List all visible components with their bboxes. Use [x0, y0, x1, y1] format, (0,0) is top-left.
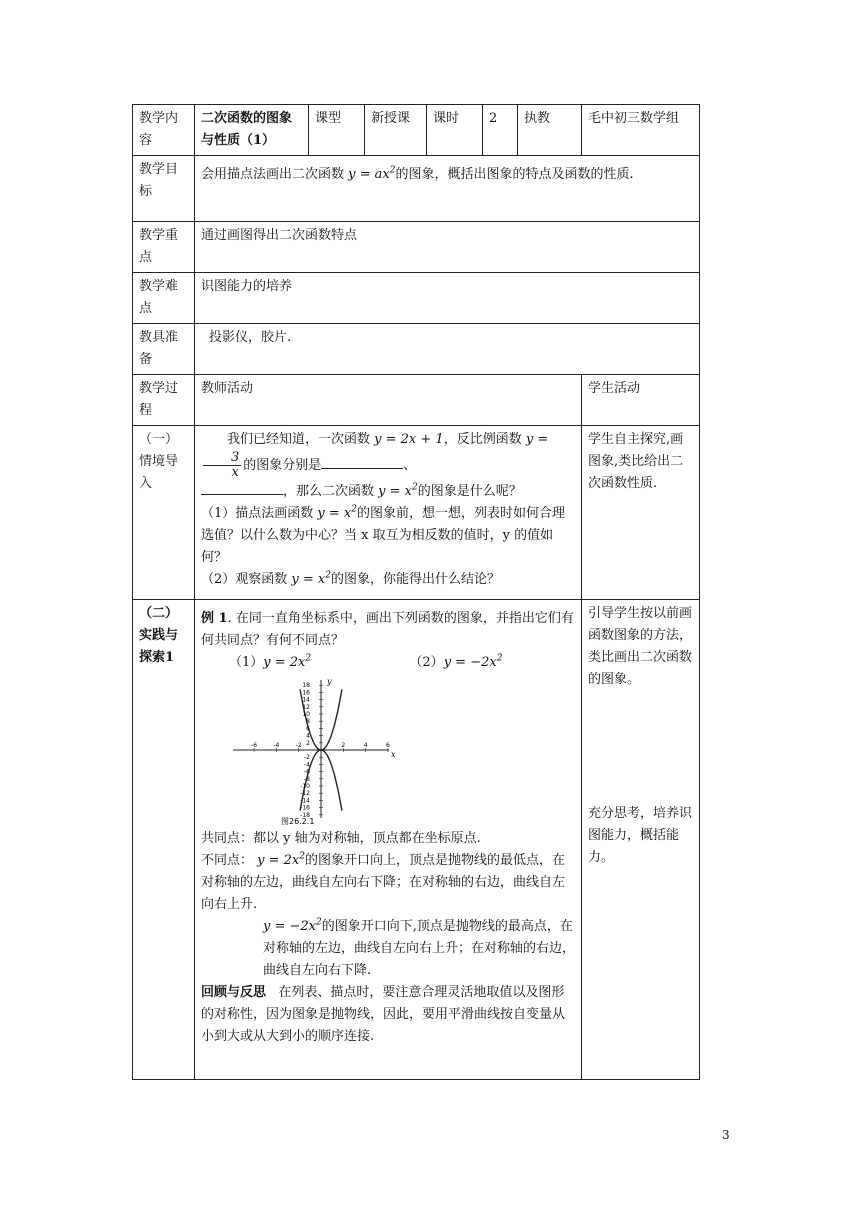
section1-student: 学生自主探究,画图象,类比给出二次函数性质.: [582, 426, 700, 600]
inverse-formula-lhs: y =: [525, 432, 549, 447]
lesson-title: 二次函数的图象与性质（1）: [195, 105, 309, 156]
figure-caption: 图26.2.1: [281, 817, 315, 826]
teacher-activity-heading: 教师活动: [195, 375, 582, 426]
header-label-hours: 课时: [427, 105, 483, 156]
example-1: 例 1. 在同一直角坐标系中，画出下列函数的图象，并指出它们有何共同点？有何不同点？: [201, 611, 574, 648]
y-tick-label: 12: [302, 703, 310, 711]
goal-text: 会用描点法画出二次函数 $y = ax^2$的图象，概括出图象的特点及函数的性质.: [195, 156, 700, 222]
goal-label: 教学目标: [133, 156, 195, 222]
formula-down: $y = -2x^2$: [443, 653, 503, 670]
y-tick-label: 6: [306, 725, 310, 733]
goal-formula: $y = ax^2$: [348, 165, 396, 182]
difficulty-row: [133, 273, 700, 324]
x-tick-label: 6: [386, 742, 390, 749]
tools-row: [133, 324, 700, 375]
y-tick-label: 14: [302, 696, 310, 704]
header-label-content: 教学内容: [133, 105, 195, 156]
section1-content: [195, 426, 582, 600]
section1-intro: 我们已经知道，一次函数 y = 2x + 1，反比例函数 y = $\frac{3}{x}$ 的图象分别是 、 ，那么二次函数 $y = x^2$的图象是什么呢？: [201, 429, 575, 503]
inverse-fraction: $\frac{3}{x}$: [203, 451, 241, 480]
y-axis-label: y: [327, 678, 332, 686]
y-tick-label: -4: [304, 761, 310, 769]
parabola-figure: [201, 674, 575, 828]
formula-up: $y = 2x^2$: [263, 653, 312, 670]
page-number: 3: [722, 1128, 730, 1142]
y-tick-label: -10: [300, 783, 310, 790]
x-tick-label: 4: [363, 742, 368, 749]
section2-student: [582, 600, 700, 1080]
difficulty-text: 识图能力的培养: [195, 273, 700, 324]
difference-2: $y = -2x^2$的图象开口向下,顶点是抛物线的最高点，在对称轴的左边，曲线自左向右上升；在对称轴的右边，曲线自左向右下降.: [263, 917, 576, 978]
answer-blank-1: [321, 454, 403, 469]
header-label-teacher: 执教: [518, 105, 582, 156]
focus-text: 通过画图得出二次函数特点: [195, 222, 700, 273]
y-tick-label: 16: [302, 689, 310, 697]
student-activity-heading: 学生活动: [582, 375, 700, 426]
quad-formula: $y = x^2$: [378, 482, 418, 499]
y-tick-label: 18: [302, 682, 310, 690]
lesson-plan-table: [132, 104, 700, 1080]
y-tick-label: -12: [300, 790, 310, 798]
x-axis-label: x: [391, 750, 396, 759]
section2-student-think: 充分思考，培养识图能力，概括能力。: [588, 806, 693, 865]
question-1: （1）描点法画函数 $y = x^2$的图象前，想一想，列表时如何合理选值？以什么数为中心？当 x 取互为相反数的值时，y 的值如何？: [201, 504, 566, 565]
y-tick-label: -16: [300, 804, 310, 812]
section2-student-guide: 引导学生按以前画函数图象的方法，类比画出二次函数的图象。: [588, 606, 693, 687]
y-tick-label: 4: [306, 732, 310, 740]
y-tick-label: 2: [306, 739, 310, 747]
y-tick-label: 8: [306, 718, 310, 726]
header-row: [133, 105, 700, 156]
tools-label: 教具准备: [133, 324, 195, 375]
tools-text: 投影仪，胶片.: [195, 324, 700, 375]
header-label-type: 课型: [309, 105, 365, 156]
y-tick-label: -8: [304, 775, 310, 783]
lesson-hours: 2: [483, 105, 518, 156]
difficulty-label: 教学难点: [133, 273, 195, 324]
review-reflection: 回顾与反思 在列表、描点时，要注意合理灵活地取值以及图形的对称性，因为图象是抛物线，因此，要用平滑曲线按自变量从小到大或从大到小的顺序连接.: [201, 985, 566, 1044]
parabola-graph: [229, 678, 399, 828]
answer-blank-2: [201, 480, 283, 495]
x-tick-label: -2: [295, 742, 302, 749]
section2-content: [195, 600, 582, 1080]
lesson-type: 新授课: [365, 105, 427, 156]
section2-row: [133, 600, 700, 1080]
section1-label: （一）情境导入: [133, 426, 195, 600]
example-formulas: $(1)y = 2x^2$ $(2)y = -2x^2$: [229, 653, 503, 670]
section2-label: （二）实践与探索1: [133, 600, 195, 1080]
focus-label: 教学重点: [133, 222, 195, 273]
y-tick-label: 10: [302, 711, 310, 718]
x-tick-label: -4: [273, 742, 280, 749]
teacher-group: 毛中初三数学组: [582, 105, 700, 156]
x-tick-label: 2: [341, 742, 346, 749]
focus-row: [133, 222, 700, 273]
linear-formula: y = 2x + 1: [374, 432, 444, 447]
question-2: （2）观察函数 $y = x^2$的图象，你能得出什么结论？: [201, 570, 501, 587]
common-points: 共同点：都以 y 轴为对称轴，顶点都在坐标原点.: [201, 831, 481, 846]
y-tick-label: -18: [300, 811, 310, 819]
y-tick-label: -6: [304, 768, 310, 776]
x-tick-label: -6: [251, 742, 258, 749]
process-row: [133, 375, 700, 426]
differences: 不同点： $y = 2x^2$的图象开口向上，顶点是抛物线的最低点，在对称轴的左边，曲线自左向右下降；在对称轴的右边，曲线自左向右上升.: [201, 851, 566, 912]
goal-row: [133, 156, 700, 222]
section1-row: [133, 426, 700, 600]
y-tick-label: -2: [304, 754, 310, 762]
y-tick-label: -14: [300, 797, 310, 805]
process-label: 教学过程: [133, 375, 195, 426]
